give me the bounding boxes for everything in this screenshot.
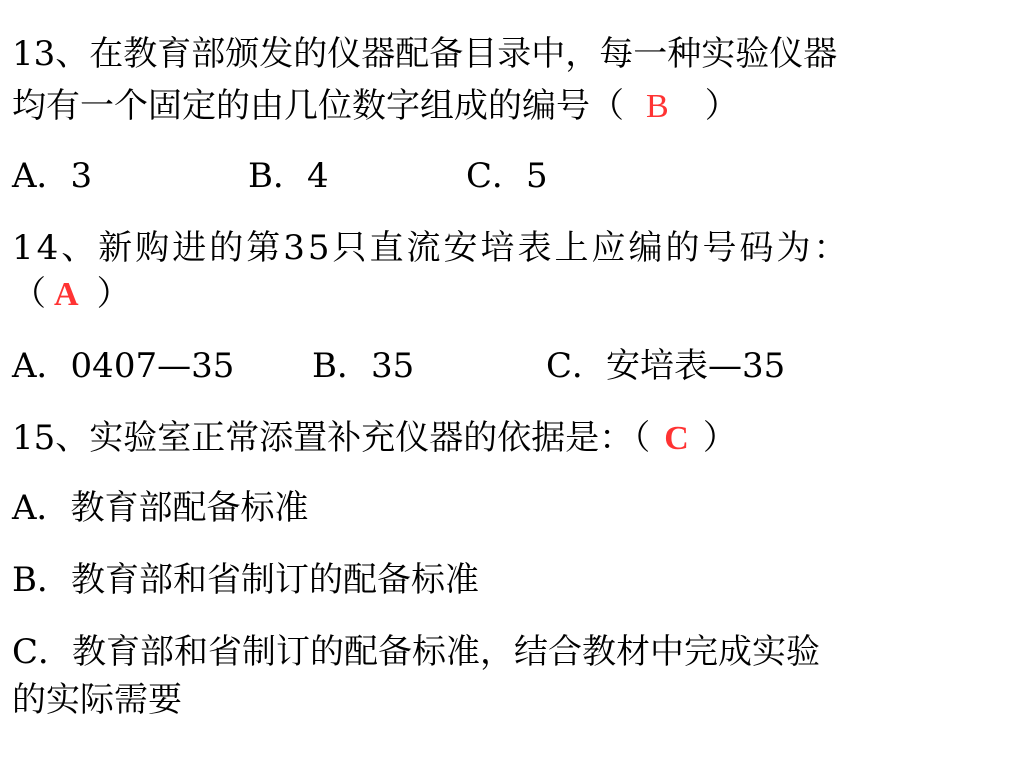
q15-answer: C <box>664 420 689 457</box>
q15-option-c-line-2: 的实际需要 <box>12 680 182 720</box>
q15-option-a: A．教育部配备标准 <box>12 488 309 528</box>
q13-line-1 <box>12 28 837 80</box>
q15-option-b: B．教育部和省制订的配备标准 <box>12 560 479 600</box>
q14-text: 14、新购进的第35只直流安培表上应编的号码为： <box>12 228 851 268</box>
q13-text-cont: 均有一个固定的由几位数字组成的编号（ <box>12 86 624 126</box>
q15-text: 15、实验室正常添置补充仪器的依据是：（ <box>12 418 651 458</box>
q15-option-c-line-1: C．教育部和省制订的配备标准，结合教材中完成实验 <box>12 632 821 672</box>
q13-close-paren: ） <box>704 86 739 126</box>
q13-text: 13、在教育部颁发的仪器配备目录中，每一种实验仪器 <box>12 34 838 74</box>
q13-options <box>12 150 1012 202</box>
q14-line-2 <box>12 268 131 321</box>
q15-close-paren: ） <box>702 418 737 458</box>
q14-options <box>12 340 1012 392</box>
q14-line-1 <box>12 222 851 274</box>
q14-option-c: C．安培表—35 <box>546 346 786 386</box>
q13-option-b: B．4 <box>248 156 329 196</box>
q13-answer: B <box>646 88 669 125</box>
q15-line-1 <box>12 412 737 465</box>
q14-open-paren: （ <box>12 274 46 314</box>
q14-option-a: A．0407—35 <box>12 346 235 386</box>
q13-option-a: A．3 <box>12 156 93 196</box>
q13-option-c: C．5 <box>466 156 548 196</box>
q13-line-2 <box>12 80 739 133</box>
q14-answer: A <box>54 276 79 313</box>
q14-option-b: B．35 <box>312 346 415 386</box>
q14-close-paren: ） <box>96 274 131 314</box>
